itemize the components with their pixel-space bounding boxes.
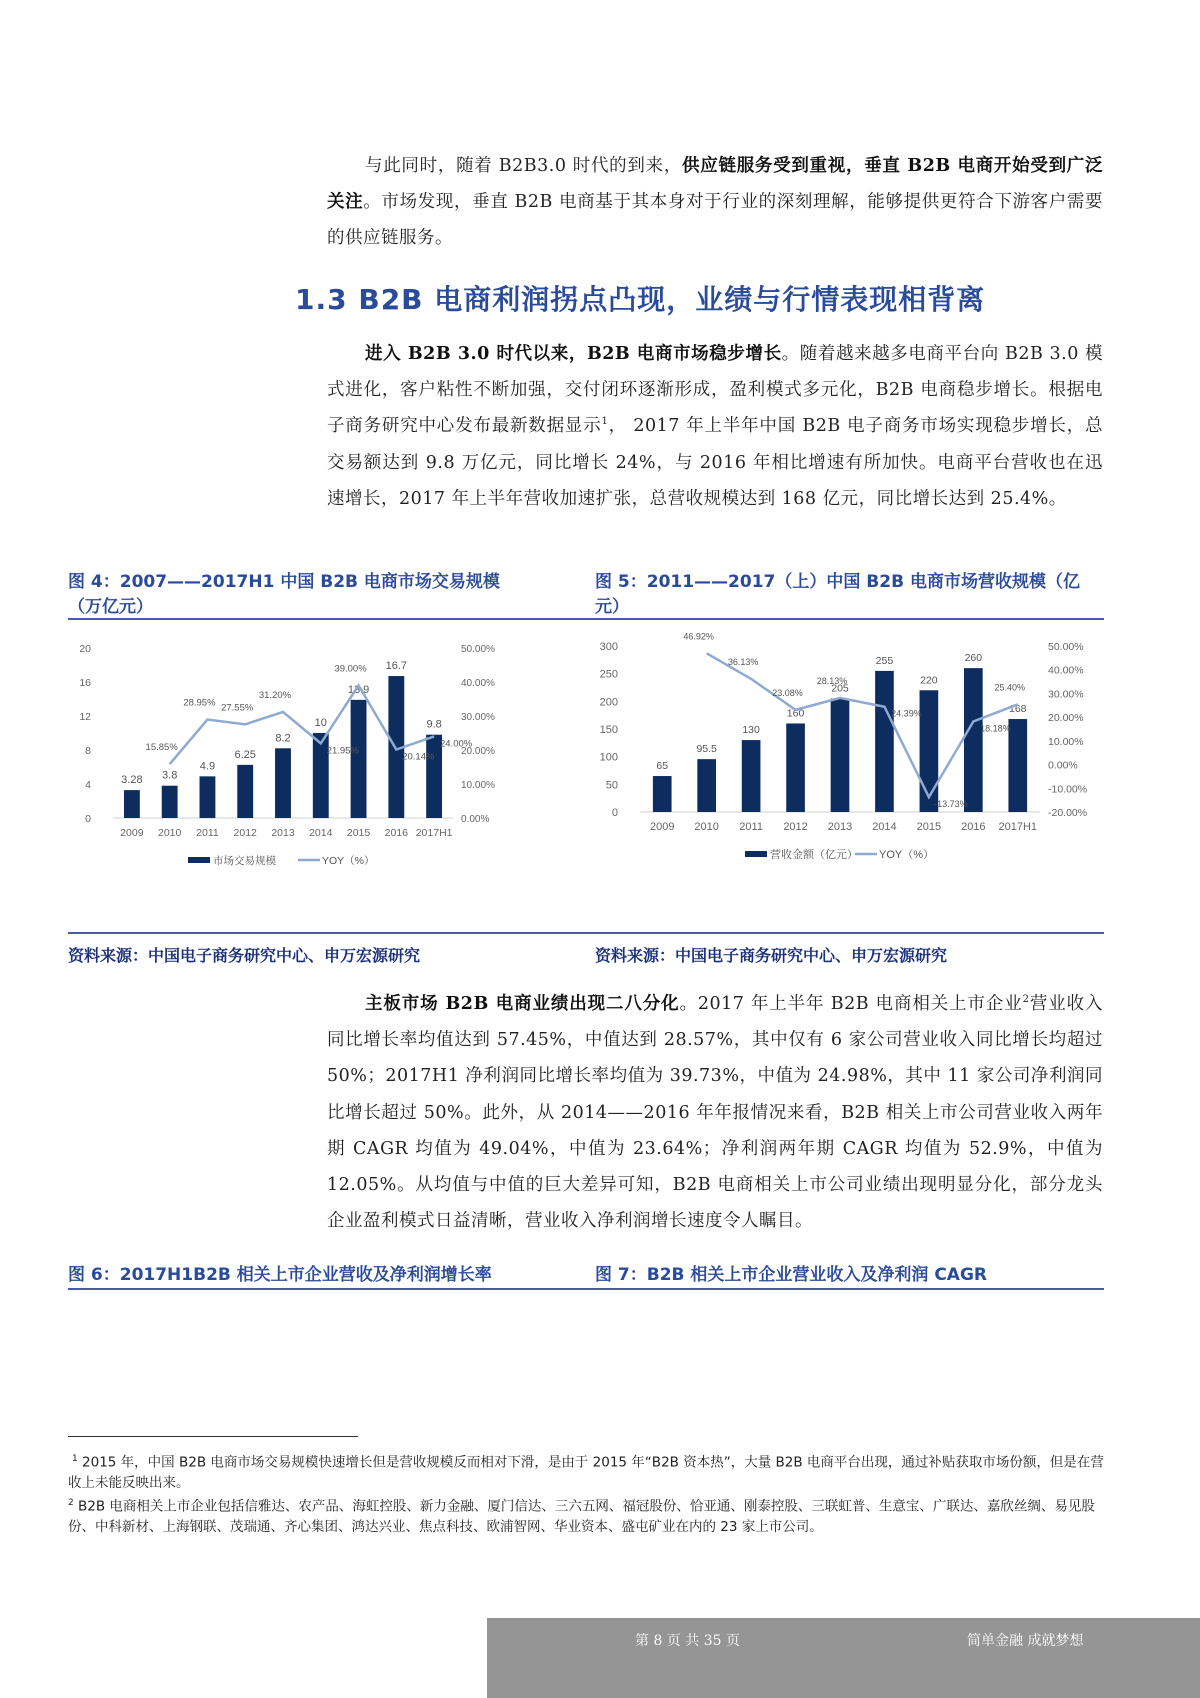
right-axis-tick: 10.00% [1048,735,1084,748]
bar [786,723,805,812]
bar-value-label: 130 [742,724,760,737]
footnote-1 [68,1449,1104,1494]
bar-value-label: 220 [920,674,938,687]
right-axis-tick: -20.00% [1048,807,1088,819]
footnote-mark: 1 [72,1454,78,1464]
x-axis-tick: 2014 [872,821,897,833]
text-run: 。2017 年上半年 B2B 电商相关上市企业 [679,994,1023,1014]
paragraph-b2b-growth [327,336,1103,517]
yoy-value-label: 46.92% [683,631,714,642]
bar-value-label: 13.9 [347,683,370,696]
yoy-value-label: 25.40% [994,682,1026,693]
x-axis-tick: 2016 [384,827,409,839]
legend-bar-label: 市场交易规模 [213,855,276,867]
bar-value-label: 16.7 [385,660,408,673]
figure4-source: 资料来源：中国电子商务研究中心、申万宏源研究 [68,946,421,965]
footnote-mark: 2 [68,1498,74,1508]
bar-value-label: 205 [831,682,849,695]
bar-value-label: 65 [656,760,669,773]
yoy-value-label: 39.00% [334,663,367,675]
page-footer [487,1618,1200,1698]
x-axis-tick: 2017H1 [998,821,1038,833]
text-run: 。市场发现，垂直 B2B 电商基于其本身对于行业的深刻理解，能够提供更符合下游客户需要的供应链服务。 [327,192,1104,249]
chart-revenue-scale [590,630,1110,915]
left-axis-tick: 200 [599,696,618,709]
x-axis-tick: 2014 [309,827,333,839]
footnote-text: B2B 电商相关上市企业包括信雅达、农产品、海虹控股、新力金融、厦门信达、三六五网、福冠股份、恰亚通、刚泰控股、三联虹普、生意宝、广联达、嘉欣丝绸、易见股份、中科新材、上海钢联、茂瑞通、齐心集团、鸿达兴业、焦点科技、欧浦智网、华业资本、盛屯矿业在内的 23 家上市公司。 [68,1498,1095,1535]
bar [200,776,216,818]
bold-text: 进入 B2B 3.0 时代以来，B2B 电商市场稳步增长 [365,344,782,364]
bar-value-label: 4.9 [199,760,216,773]
left-axis-tick: 8 [85,745,91,757]
bar-value-label: 95.5 [696,743,717,756]
footnote-2 [68,1493,1104,1538]
page-number: 第 8 页 共 35 页 [635,1633,740,1649]
bar [653,776,672,812]
left-axis-tick: 50 [605,779,618,792]
text-run: 。随着越来越多电商平台向 B2B 3.0 模式进化，客户粘性不断加强，交付闭环逐渐形成，盈利模式多元化，B2B 电商稳步增长。根据电子商务研究中心发布最新数据显示 [327,344,1103,437]
bold-text: 供应链服务受到重视，垂直 B2B 电商开始受到广泛关注 [327,156,1104,213]
yoy-value-label: 36.13% [727,656,759,667]
x-axis-tick: 2010 [694,821,719,833]
right-axis-tick: 30.00% [461,712,495,723]
right-axis-tick: -10.00% [1048,783,1088,796]
x-axis-tick: 2016 [961,821,986,833]
x-axis-tick: 2017H1 [415,827,453,839]
left-axis-tick: 250 [599,668,618,681]
x-axis-tick: 2012 [233,827,257,839]
yoy-value-label: 24.39% [891,708,922,719]
legend-line-label: YOY（%） [879,849,935,861]
footnote-divider [68,1436,358,1437]
footnote-ref: 2 [1022,994,1030,1006]
right-axis-tick: 40.00% [1048,664,1084,677]
bar [237,765,253,818]
right-axis-tick: 0.00% [1048,759,1078,772]
x-axis-tick: 2015 [916,821,942,833]
left-axis-tick: 150 [599,724,618,736]
x-axis-tick: 2012 [783,821,808,833]
right-axis-tick: 0.00% [461,814,490,825]
legend-line-label: YOY（%） [322,855,375,867]
right-axis-tick: 40.00% [461,678,495,689]
bar [351,700,367,818]
bold-text: 主板市场 B2B 电商业绩出现二八分化 [365,994,680,1014]
text-run: ， 2017 年上半年中国 B2B 电子商务市场实现稳步增长，总交易额达到 9.8 万亿元，同比增长 24%，与 2016 年相比增速有所加快。电商平台营收也在迅速增长，2017 年上半年营收加速扩张，总营收规模达到 168 亿元，同比增长达到 25.4%。 [327,416,1104,509]
yoy-value-label: 23.08% [772,687,803,698]
left-axis-tick: 300 [599,641,618,653]
yoy-value-label: -13.73% [934,799,968,810]
bar-value-label: 6.25 [234,748,256,761]
left-axis-tick: 20 [79,643,91,655]
left-axis-tick: 4 [85,779,91,791]
right-axis-tick: 50.00% [461,644,495,655]
bar-value-label: 260 [964,652,983,665]
bar [831,699,850,812]
yoy-value-label: 28.13% [816,675,848,686]
right-axis-tick: 20.00% [461,746,495,757]
bar [920,690,939,812]
left-axis-tick: 16 [79,677,91,689]
caption-divider-2 [68,1288,1104,1290]
legend-bar-swatch [745,851,767,857]
x-axis-tick: 2009 [649,821,675,833]
x-axis-tick: 2013 [271,827,295,839]
left-axis-tick: 100 [599,751,618,764]
bar [124,790,140,818]
bar-value-label: 168 [1009,703,1027,716]
yoy-value-label: 20.14% [402,751,435,763]
bar-value-label: 10 [314,717,327,729]
bar [875,671,894,812]
bar-value-label: 9.8 [426,718,442,731]
caption-divider [68,618,1104,620]
x-axis-tick: 2011 [196,827,219,839]
figure7-caption: 图 7：B2B 相关上市企业营业收入及净利润 CAGR [595,1265,988,1285]
x-axis-tick: 2010 [157,827,182,839]
text-run: 营业收入同比增长率均值达到 57.45%，中值达到 28.57%，其中仅有 6 家公司营业收入同比增长均超过 50%；2017H1 净利润同比增长率均值为 39.73%，中值为 24.98%，其中 11 家公司净利润同比增长超过 50%。此外，从 2014——2016 年年报情况来看，B2B 相关上市公司营业收入两年期 CAGR 均值为 49.04%，中值为 23.64%；净利润两年期 CAGR 均值为 52.9%，中值为 12.05%。从均值与中值的巨大差异可知，B2B 电商相关上市公司业绩出现明显分化，部分龙头企业盈利模式日益清晰，营业收入净利润增长速度令人瞩目。 [327,994,1104,1232]
x-axis-tick: 2009 [120,827,144,839]
chart-transaction-scale [68,630,538,915]
figure5-caption: 图 5：2011——2017（上）中国 B2B 电商市场营收规模（亿元） [595,572,1080,617]
left-axis-tick: 0 [611,807,618,819]
bar [697,759,716,812]
yoy-value-label: 21.95% [326,745,359,757]
figure6-caption: 图 6：2017H1B2B 相关上市企业营收及净利润增长率 [68,1265,492,1285]
right-axis-tick: 30.00% [1048,688,1084,701]
yoy-value-label: 31.20% [258,689,292,701]
text-run: 与此同时，随着 B2B3.0 时代的到来， [365,156,683,176]
bar [1008,719,1027,812]
bar-value-label: 8.2 [275,732,291,745]
x-axis-tick: 2013 [827,821,853,833]
source-divider [68,932,1104,934]
figure5-source: 资料来源：中国电子商务研究中心、申万宏源研究 [595,946,948,965]
bar-value-label: 255 [875,654,894,667]
footnote-ref: 1 [601,416,609,428]
yoy-value-label: 27.55% [221,702,254,714]
bar-value-label: 160 [786,707,805,720]
right-axis-tick: 20.00% [1048,712,1084,725]
legend-bar-swatch [188,857,210,863]
right-axis-tick: 10.00% [461,780,495,791]
footnote-text: 2015 年，中国 B2B 电商市场交易规模快速增长但是营收规模反而相对下滑，是由于 2015 年“B2B 资本热”，大量 B2B 电商平台出现，通过补贴获取市场份额，但是在营收上未能反映出来。 [68,1454,1104,1491]
legend-bar-label: 营收金额（亿元） [770,849,858,861]
x-axis-tick: 2011 [739,821,763,833]
bar [275,748,291,818]
paragraph-supply-chain [327,148,1103,257]
bar [964,668,983,812]
right-axis-tick: 50.00% [1048,641,1084,653]
x-axis-tick: 2015 [346,827,371,839]
bar-value-label: 3.28 [121,774,143,787]
bar [742,740,761,812]
paragraph-performance-split [327,986,1103,1239]
yoy-value-label: 24.00% [439,738,473,750]
figure4-caption: 图 4：2007——2017H1 中国 B2B 电商市场交易规模（万亿元） [68,572,500,617]
bar-value-label: 3.8 [162,769,178,782]
left-axis-tick: 0 [85,813,91,825]
bar [162,786,178,818]
left-axis-tick: 12 [79,711,91,723]
yoy-value-label: 15.85% [145,742,178,754]
footer-slogan: 简单金融 成就梦想 [967,1633,1084,1649]
yoy-value-label: 18.18% [980,723,1011,734]
section-heading: 1.3 B2B 电商利润拐点凸现，业绩与行情表现相背离 [295,283,986,316]
yoy-value-label: 28.95% [183,697,216,709]
